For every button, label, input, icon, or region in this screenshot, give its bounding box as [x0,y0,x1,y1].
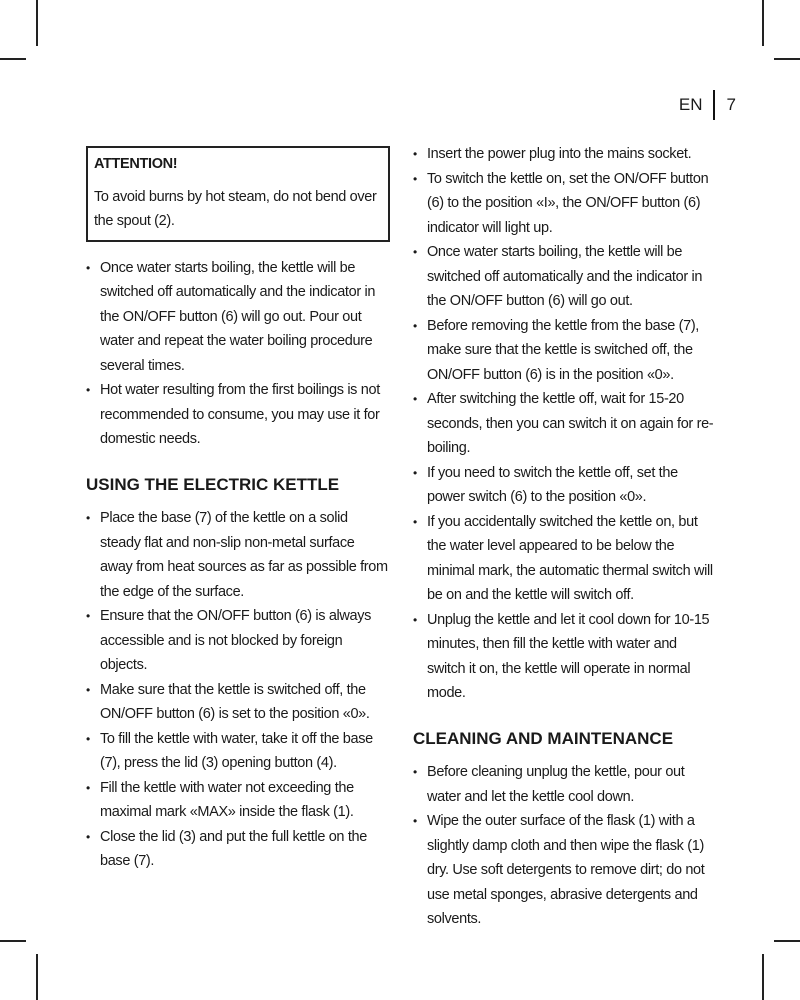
list-item: • Unplug the kettle and let it cool down for 10-15 minutes, then fill the kettle with water and switch it on, the kettle will operate in normal mode. [413,608,718,706]
left-column [86,146,390,874]
list-item: • Once water starts boiling, the kettle will be switched off automatically and the indicator in the ON/OFF button (6) will go out. Pour out water and repeat the water boiling procedure several times. [86,256,390,379]
left-top-list [86,256,390,452]
page-header [679,90,736,120]
section-heading-cleaning: CLEANING AND MAINTENANCE [413,728,674,748]
section-heading-using: USING THE ELECTRIC KETTLE [86,474,340,494]
crop-mark-top-right-v [762,0,764,46]
list-item: • Before cleaning unplug the kettle, pour out water and let the kettle cool down. [413,760,718,809]
crop-mark-top-left-h [0,58,26,60]
list-item: • Ensure that the ON/OFF button (6) is always accessible and is not blocked by foreign objects. [86,604,390,678]
list-item: • To switch the kettle on, set the ON/OFF button (6) to the position «I», the ON/OFF button (6) indicator will light up. [413,167,718,241]
crop-mark-bottom-left-v [36,954,38,1000]
using-list [86,506,390,874]
right-column [413,142,718,932]
list-item: • Hot water resulting from the first boilings is not recommended to consume, you may use it for domestic needs. [86,378,390,452]
cleaning-list [413,760,718,932]
crop-mark-bottom-left-h [0,940,26,942]
list-item: • Make sure that the kettle is switched off, the ON/OFF button (6) is set to the position «0». [86,678,390,727]
list-item: • If you accidentally switched the kettle on, but the water level appeared to be below the minimal mark, the automatic thermal switch will be on and the kettle will switch off. [413,510,718,608]
list-item: • Before removing the kettle from the base (7), make sure that the kettle is switched off, the ON/OFF button (6) is in the position «0». [413,314,718,388]
attention-title: ATTENTION! [94,156,178,172]
crop-mark-bottom-right-v [762,954,764,1000]
attention-text: To avoid burns by hot steam, do not bend over the spout (2). [94,188,377,229]
list-item: • Once water starts boiling, the kettle will be switched off automatically and the indicator in the ON/OFF button (6) will go out. [413,240,718,314]
list-item: • Fill the kettle with water not exceeding the maximal mark «MAX» inside the flask (1). [86,776,390,825]
attention-box [86,146,390,242]
crop-mark-bottom-right-h [774,940,800,942]
list-item: • Close the lid (3) and put the full kettle on the base (7). [86,825,390,874]
list-item: • Place the base (7) of the kettle on a solid steady flat and non-slip non-metal surface away from heat sources as far as possible from the edge of the surface. [86,506,390,604]
list-item: • After switching the kettle off, wait for 15-20 seconds, then you can switch it on again for re-boiling. [413,387,718,461]
list-item: • If you need to switch the kettle off, set the power switch (6) to the position «0». [413,461,718,510]
list-item: • Wipe the outer surface of the flask (1) with a slightly damp cloth and then wipe the flask (1) dry. Use soft detergents to remove dirt; do not use metal sponges, abrasive detergents and solvents. [413,809,718,932]
language-code: EN [678,95,703,114]
crop-mark-top-left-v [36,0,38,46]
crop-mark-top-right-h [774,58,800,60]
list-item: • Insert the power plug into the mains socket. [413,142,718,167]
list-item: • To fill the kettle with water, take it off the base (7), press the lid (3) opening button (4). [86,727,390,776]
right-list [413,142,718,706]
page-number: 7 [726,95,736,114]
